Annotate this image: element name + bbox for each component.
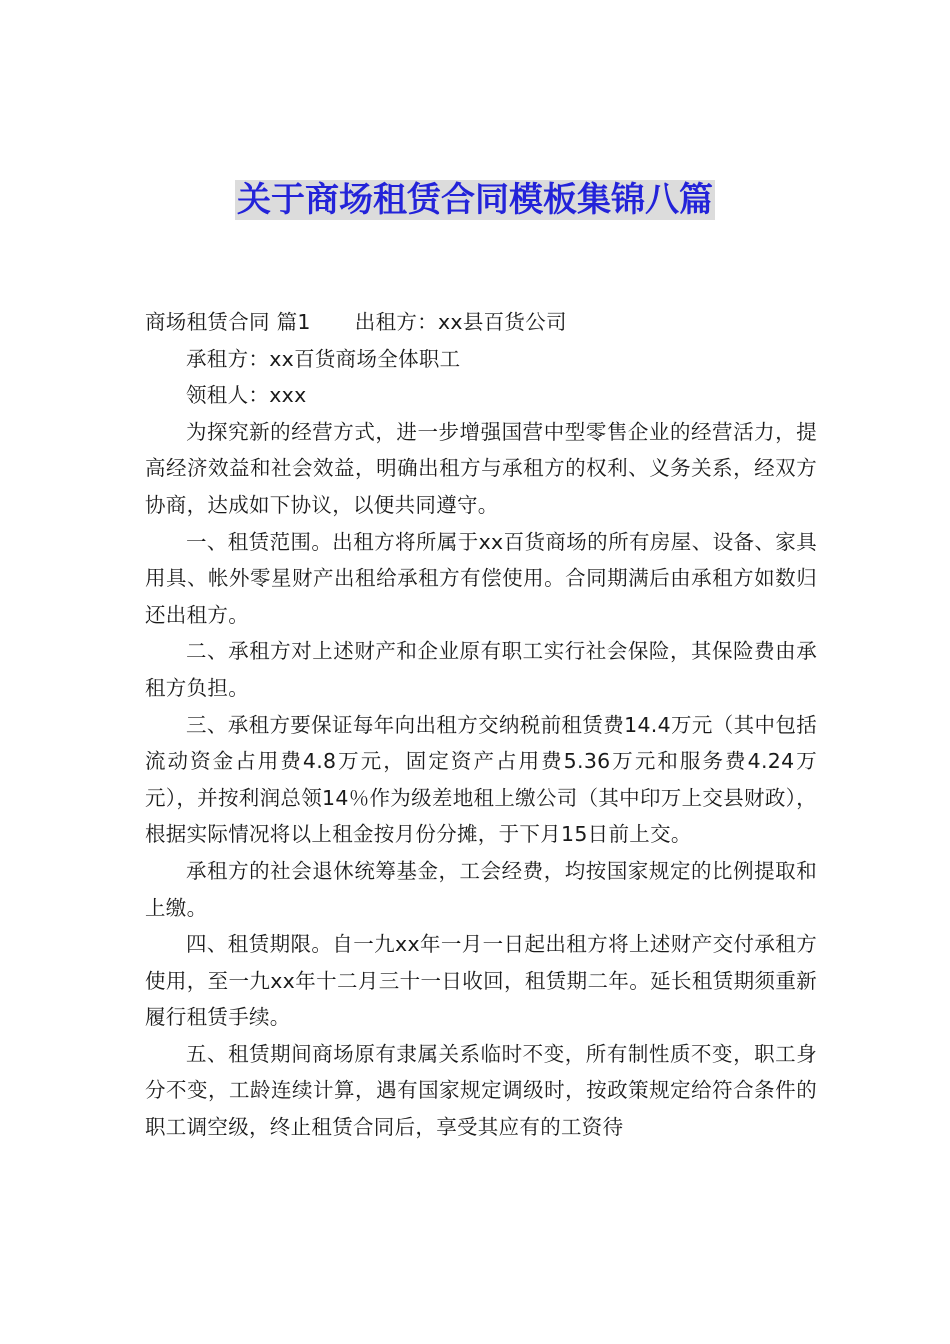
paragraph: 承租方的社会退休统筹基金，工会经费，均按国家规定的比例提取和上缴。 xyxy=(145,858,817,920)
document-body xyxy=(145,304,817,1146)
paragraph: 领租人：xxx xyxy=(186,383,307,408)
paragraph: 二、承租方对上述财产和企业原有职工实行社会保险，其保险费由承租方负担。 xyxy=(145,639,817,700)
lessor-line: 出租方：xx县百货公司 xyxy=(354,310,567,334)
contract-section-label: 商场租赁合同 篇1 xyxy=(145,310,311,334)
paragraph: 一、租赁范围。出租方将所属于xx百货商场的所有房屋、设备、家具用具、帐外零星财产出租给承租方有偿使用。合同期满后由承租方如数归还出租方。 xyxy=(145,529,817,627)
paragraph: 三、承租方要保证每年向出租方交纳税前租赁费14.4万元（其中包括流动资金占用费4.8万元，固定资产占用费5.36万元和服务费4.24万元），并按利润总领14％作为级差地租上缴公司（其中印万上交县财政），根据实际情况将以上租金按月份分摊，于下月15日前上交。 xyxy=(145,712,817,847)
paragraph: 四、租赁期限。自一九xx年一月一日起出租方将上述财产交付承租方使用，至一九xx年十二月三十一日收回，租赁期二年。延长租赁期须重新履行租赁手续。 xyxy=(145,932,817,1030)
paragraph: 承租方：xx百货商场全体职工 xyxy=(186,346,461,371)
document-title-text: 关于商场租赁合同模板集锦八篇 xyxy=(237,180,713,220)
paragraph-heading-line xyxy=(145,304,817,341)
paragraph: 为探究新的经营方式，进一步增强国营中型零售企业的经营活力，提高经济效益和社会效益，明确出租方与承租方的权利、义务关系，经双方协商，达成如下协议，以便共同遵守。 xyxy=(145,419,817,517)
document-title xyxy=(0,176,950,224)
paragraph: 五、租赁期间商场原有隶属关系临时不变，所有制性质不变，职工身分不变，工龄连续计算，遇有国家规定调级时，按政策规定给符合条件的职工调空级，终止租赁合同后，享受其应有的工资待 xyxy=(145,1041,817,1140)
